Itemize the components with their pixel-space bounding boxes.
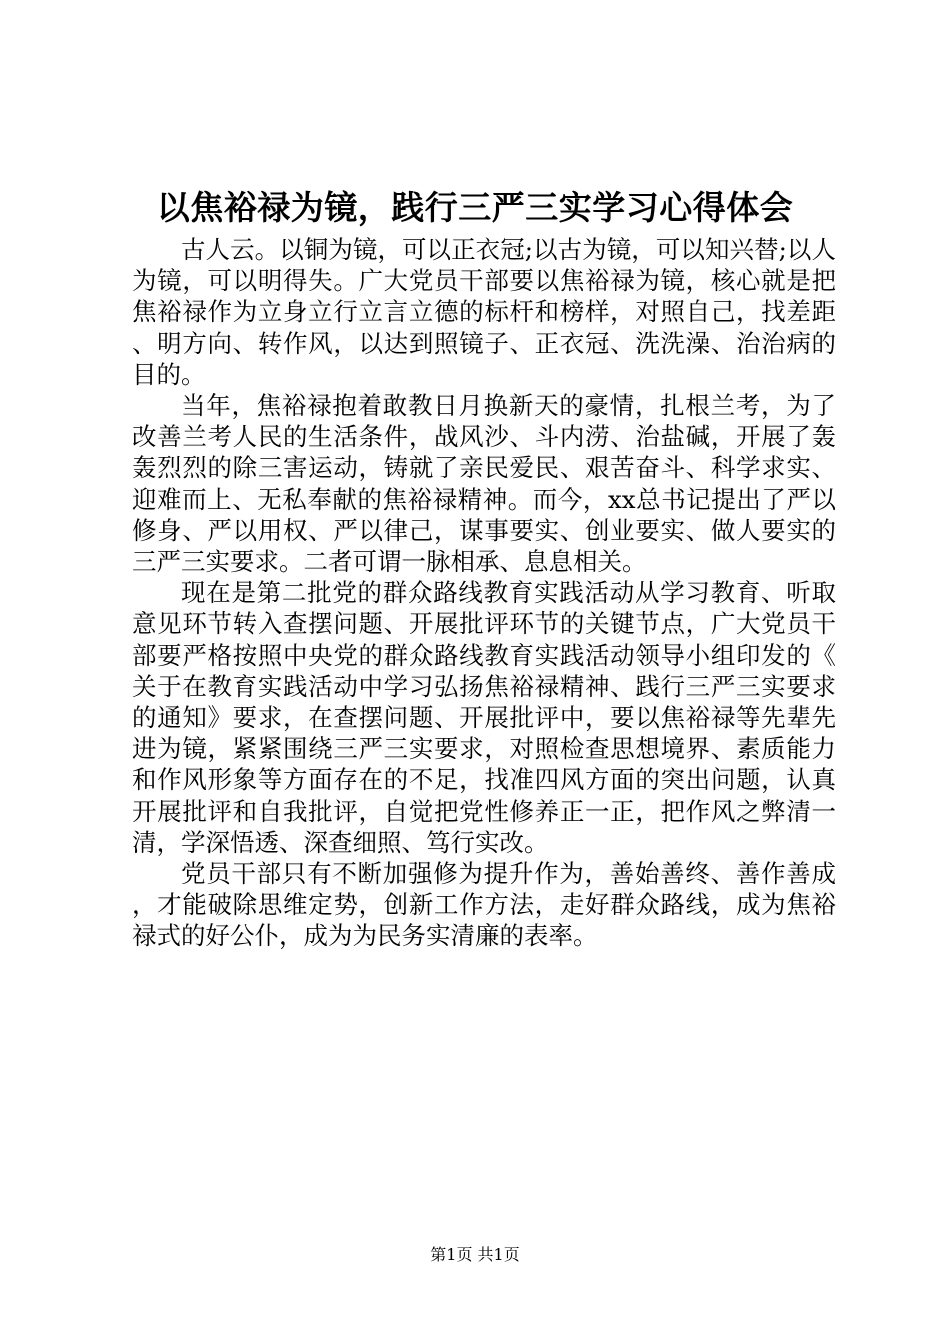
paragraph-2: 当年，焦裕禄抱着敢教日月换新天的豪情，扎根兰考，为了改善兰考人民的生活条件，战风沙、斗内涝、治盐碱，开展了轰轰烈烈的除三害运动，铸就了亲民爱民、艰苦奋斗、科学求实、迎难而上、无私奉献的焦裕禄精神。而今，xx总书记提出了严以修身、严以用权、严以律己，谋事要实、创业要实、做人要实的三严三实要求。二者可谓一脉相承、息息相关。 [132,391,836,577]
document-title: 以焦裕禄为镜，践行三严三实学习心得体会 [156,188,794,227]
paragraph-4: 党员干部只有不断加强修为提升作为，善始善终、善作善成，才能破除思维定势，创新工作方法，走好群众路线，成为焦裕禄式的好公仆，成为为民务实清廉的表率。 [132,859,836,951]
document-body [132,234,836,952]
paragraph-3: 现在是第二批党的群众路线教育实践活动从学习教育、听取意见环节转入查摆问题、开展批评环节的关键节点，广大党员干部要严格按照中央党的群众路线教育实践活动领导小组印发的《关于在教育实践活动中学习弘扬焦裕禄精神、践行三严三实要求的通知》要求，在查摆问题、开展批评中，要以焦裕禄等先辈先进为镜，紧紧围绕三严三实要求，对照检查思想境界、素质能力和作风形象等方面存在的不足，找准四风方面的突出问题，认真开展批评和自我批评，自觉把党性修养正一正，把作风之弊清一清，学深悟透、深查细照、笃行实改。 [132,578,836,857]
page-number-footer: 第1页 共1页 [430,1245,520,1264]
paragraph-1: 古人云。以铜为镜，可以正衣冠;以古为镜，可以知兴替;以人为镜，可以明得失。广大党员干部要以焦裕禄为镜，核心就是把焦裕禄作为立身立行立言立德的标杆和榜样，对照自己，找差距、明方向、转作风，以达到照镜子、正衣冠、洗洗澡、治治病的目的。 [132,235,836,389]
